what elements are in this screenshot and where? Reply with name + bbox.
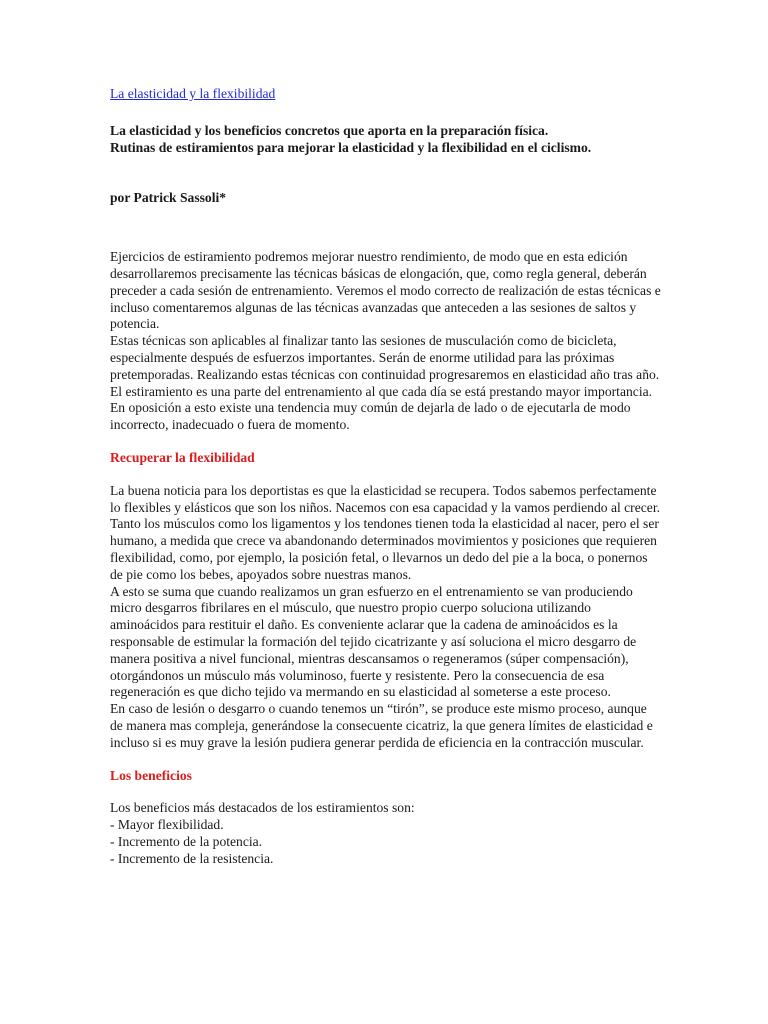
paragraph: El estiramiento es una parte del entrenamiento al que cada día se está prestando mayor importancia. En oposición a esto existe una tendencia muy común de dejarla de lado o de ejecutarla de modo incorrecto, inadecuado o fuera de momento. <box>110 383 653 433</box>
section-text-flexibilidad <box>110 483 662 752</box>
author-byline: por Patrick Sassoli* <box>110 190 227 206</box>
lead-paragraph <box>110 123 662 157</box>
article-content <box>110 86 662 867</box>
section-heading-beneficios: Los beneficios <box>110 767 192 783</box>
paragraph: En caso de lesión o desgarro o cuando tenemos un “tirón”, se produce este mismo proceso, aunque de manera mas compleja, generándose la consecuente cicatriz, la que genera límites de elasticidad e incluso si es muy grave la lesión pudiera generar perdida de eficiencia en la contracción muscular. <box>110 701 653 750</box>
paragraph: La buena noticia para los deportistas es que la elasticidad se recupera. Todos sabemos perfectamente lo flexibles y elásticos que son los niños. Nacemos con esa capacidad y la vamos perdiendo al crecer. Tanto los músculos como los ligamentos y los tendones tienen toda la elasticidad al nacer, pero el ser humano, a medida que crece va abandonando determinados movimientos y posiciones que requieren flexibilidad, como, por ejemplo, la posición fetal, o llevarnos un dedo del pie a la boca, o ponernos de pie como los bebes, apoyados sobre nuestras manos. <box>110 482 660 582</box>
lead-line: Rutinas de estiramientos para mejorar la elasticidad y la flexibilidad en el ciclismo. <box>110 139 592 155</box>
paragraph: Ejercicios de estiramiento podremos mejorar nuestro rendimiento, de modo que en esta edición desarrollaremos precisamente las técnicas básicas de elongación, que, como regla general, deberán preceder a cada sesión de entrenamiento. Veremos el modo correcto de realización de estas técnicas e incluso comentaremos algunas de las técnicas avanzadas que anteceden a las sesiones de saltos y potencia. <box>110 249 661 332</box>
title-link[interactable]: La elasticidad y la flexibilidad <box>110 86 276 101</box>
paragraph: Los beneficios más destacados de los estiramientos son: <box>110 800 415 816</box>
benefits-list <box>110 817 662 867</box>
paragraph: Estas técnicas son aplicables al finalizar tanto las sesiones de musculación como de bicicleta, especialmente después de esfuerzos importantes. Serán de enorme utilidad para las próximas pretemporadas. Realizando estas técnicas con continuidad progresaremos en elasticidad año tras año. <box>110 333 660 382</box>
list-item: - Incremento de la resistencia. <box>110 850 274 866</box>
list-item: - Incremento de la potencia. <box>110 833 263 849</box>
section-heading-flexibilidad: Recuperar la flexibilidad <box>110 449 255 465</box>
section-text-beneficios <box>110 800 662 867</box>
intro-text <box>110 249 662 434</box>
lead-line: La elasticidad y los beneficios concretos que aporta en la preparación física. <box>110 122 549 138</box>
list-item: - Mayor flexibilidad. <box>110 817 224 833</box>
paragraph: A esto se suma que cuando realizamos un gran esfuerzo en el entrenamiento se van produciendo micro desgarros fibrilares en el músculo, que nuestro propio cuerpo soluciona utilizando aminoácidos para restituir el daño. Es conveniente aclarar que la cadena de aminoácidos es la responsable de estimular la formación del tejido cicatrizante y así soluciona el micro desgarro de manera positiva a nivel funcional, mientras descansamos o regeneramos (súper compensación), otorgándonos un músculo más voluminoso, fuerte y resistente. Pero la consecuencia de esa regeneración es que dicho tejido va mermando en su elasticidad al someterse a este proceso. <box>110 583 637 700</box>
